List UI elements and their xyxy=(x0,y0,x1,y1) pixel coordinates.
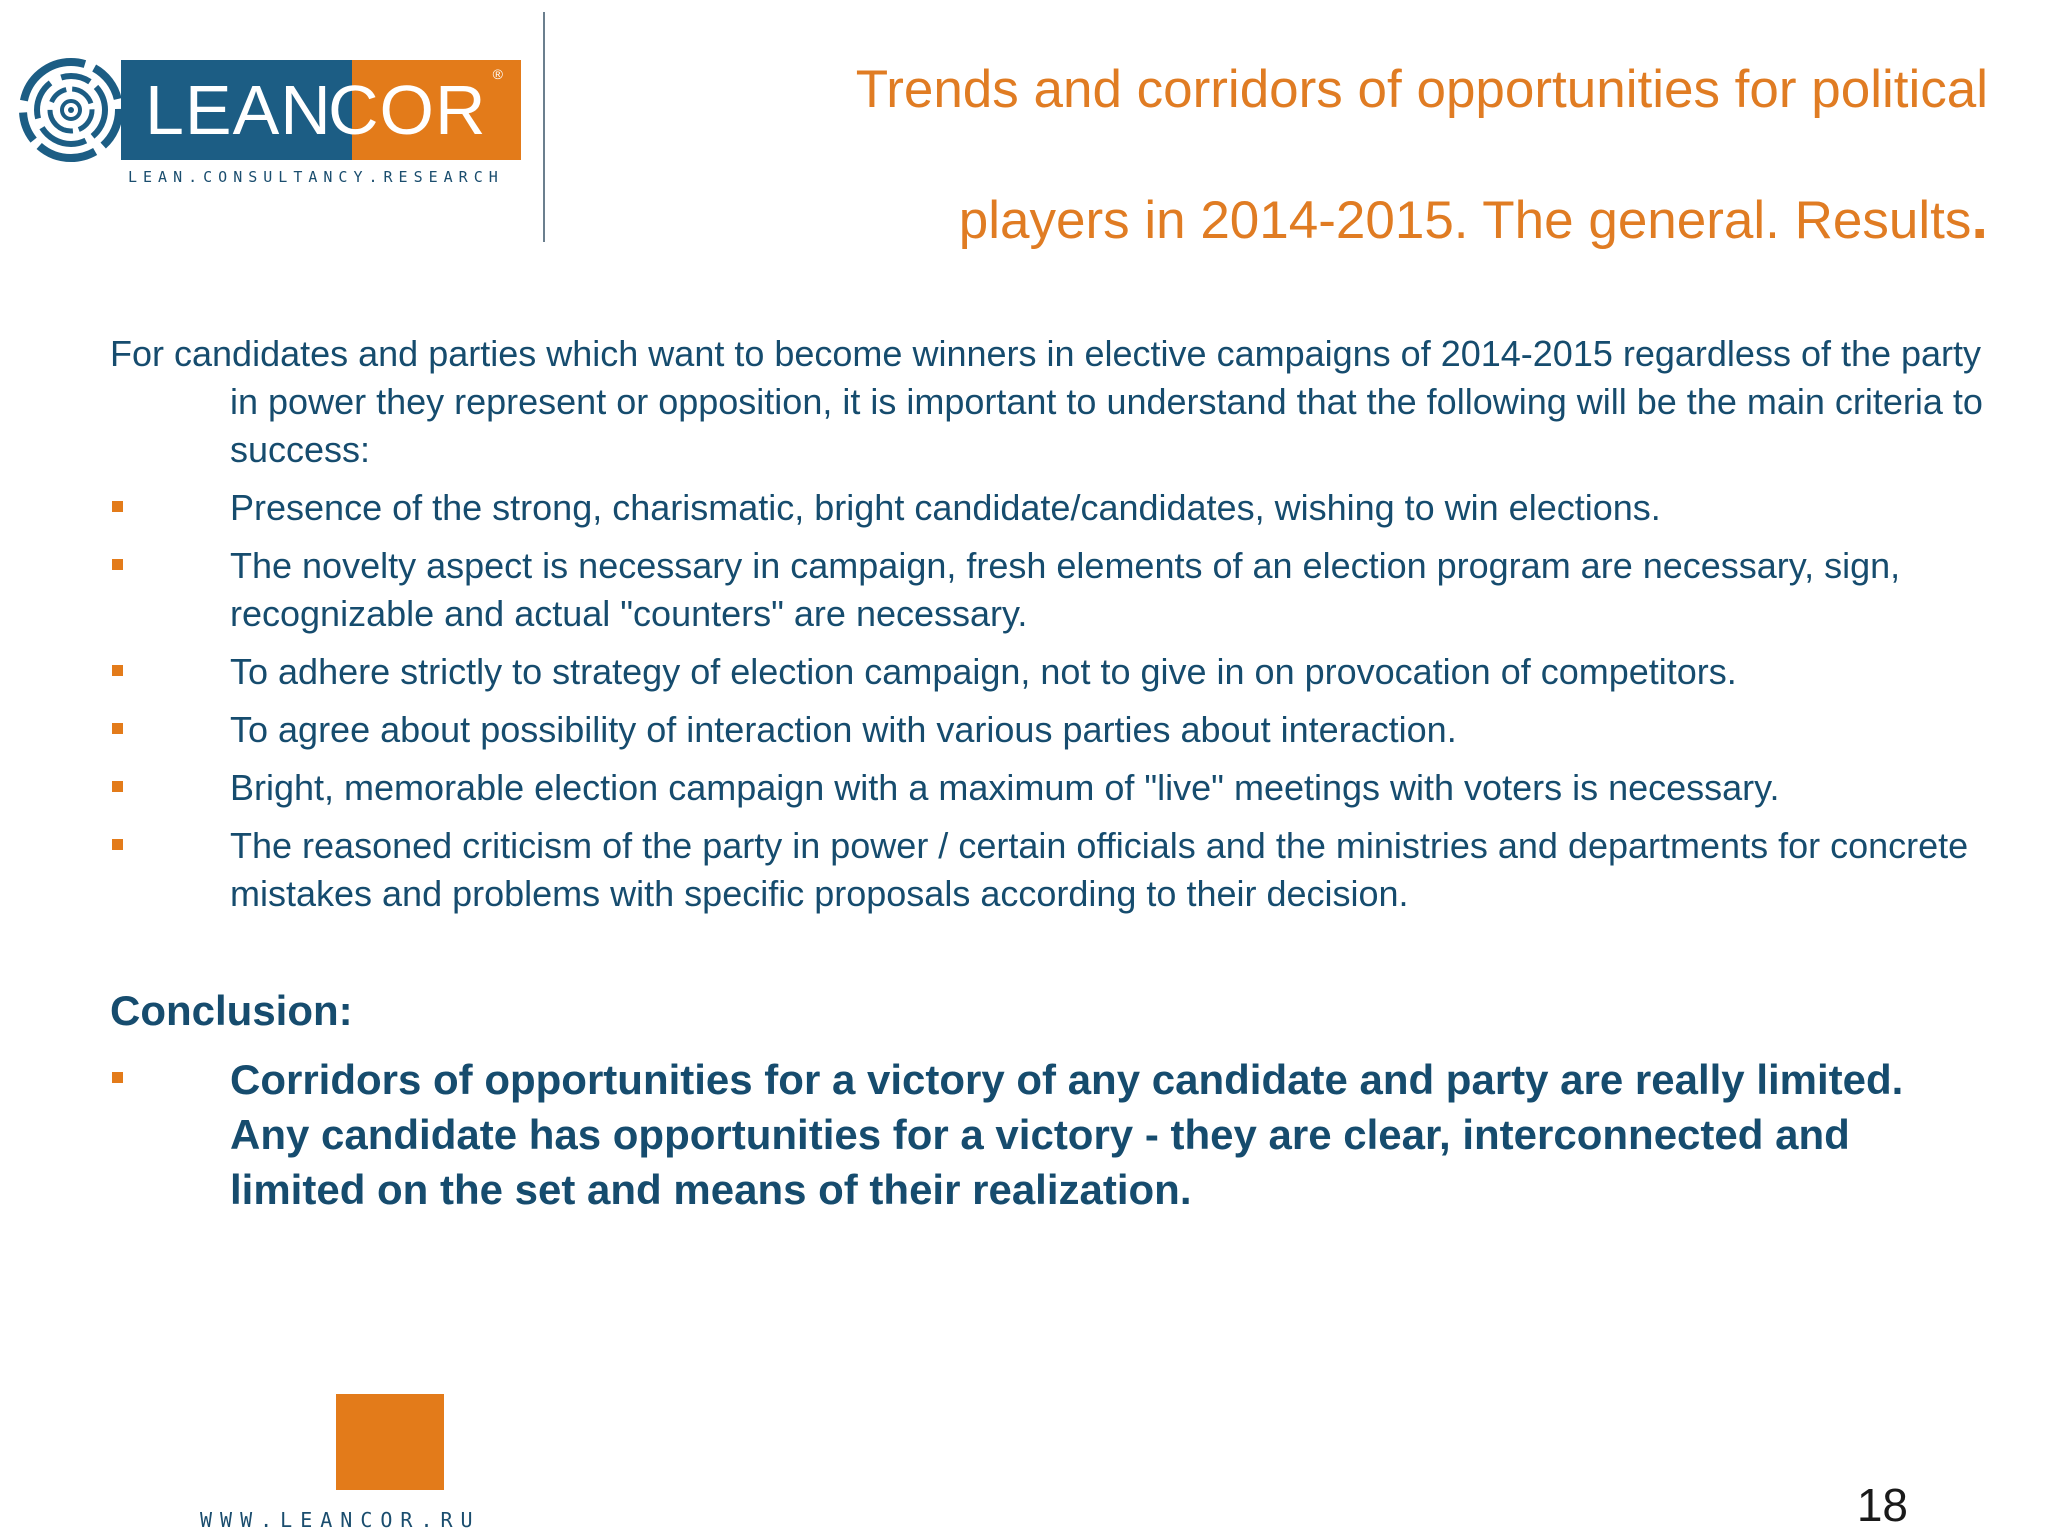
list-item-text: The reasoned criticism of the party in power / certain officials and the ministries and departments for concrete mistakes and problems with specific proposals according to their decision. xyxy=(230,825,1969,914)
list-item xyxy=(110,648,1990,696)
list-item-text: To adhere strictly to strategy of election campaign, not to give in on provocation of competitors. xyxy=(230,651,1737,692)
conclusion-text: Corridors of opportunities for a victory of any candidate and party are really limited. Any candidate has opportunities for a victory - they are clear, interconnected and limited on the set and means of their realization. xyxy=(230,1056,1904,1213)
square-bullet-icon xyxy=(112,839,123,850)
list-item xyxy=(110,542,1990,638)
circuit-logo-icon xyxy=(16,50,126,180)
intro-paragraph: For candidates and parties which want to become winners in elective campaigns of 2014-2015 regardless of the party in power they represent or opposition, it is important to understand that the following will be the main criteria to success: xyxy=(110,333,1983,470)
logo-text xyxy=(121,60,521,160)
square-bullet-icon xyxy=(112,723,123,734)
conclusion-heading: Conclusion: xyxy=(110,987,353,1034)
criteria-list xyxy=(110,484,1990,918)
footer-orange-square xyxy=(336,1394,444,1490)
square-bullet-icon xyxy=(112,1072,123,1083)
logo-text-cor: COR xyxy=(328,71,487,149)
slide-title-dot: . xyxy=(1971,184,1988,251)
list-item-text: Presence of the strong, charismatic, bright candidate/candidates, wishing to win elections. xyxy=(230,487,1661,528)
logo-tagline: LEAN.CONSULTANCY.RESEARCH xyxy=(128,168,504,186)
leancor-logo xyxy=(16,50,526,186)
conclusion-list xyxy=(110,1052,1990,1217)
square-bullet-icon xyxy=(112,665,123,676)
page-number: 18 xyxy=(1856,1479,1908,1531)
square-bullet-icon xyxy=(112,501,123,512)
header-divider xyxy=(543,12,545,242)
list-item xyxy=(110,1052,1990,1217)
list-item xyxy=(110,484,1990,532)
slide-title-line-1: Trends and corridors of opportunities for political xyxy=(855,60,1988,119)
list-item-text: Bright, memorable election campaign with a maximum of "live" meetings with voters is necessary. xyxy=(230,767,1780,808)
footer-website-link[interactable]: WWW.LEANCOR.RU xyxy=(200,1508,481,1532)
list-item xyxy=(110,764,1990,812)
square-bullet-icon xyxy=(112,559,123,570)
square-bullet-icon xyxy=(112,781,123,792)
list-item xyxy=(110,822,1990,918)
slide-title-line-2 xyxy=(688,154,1988,285)
slide-title xyxy=(688,26,1988,285)
slide-title-line-2-text: players in 2014-2015. The general. Results xyxy=(958,191,1972,250)
logo-text-lean: LEAN xyxy=(145,71,332,149)
slide-body xyxy=(110,330,1990,1227)
list-item xyxy=(110,706,1990,754)
list-item-text: The novelty aspect is necessary in campaign, fresh elements of an election program are necessary, sign, recognizable and actual "counters" are necessary. xyxy=(230,545,1901,634)
logo-wordmark xyxy=(121,60,521,160)
list-item-text: To agree about possibility of interaction with various parties about interaction. xyxy=(230,709,1457,750)
registered-mark: ® xyxy=(492,66,503,82)
